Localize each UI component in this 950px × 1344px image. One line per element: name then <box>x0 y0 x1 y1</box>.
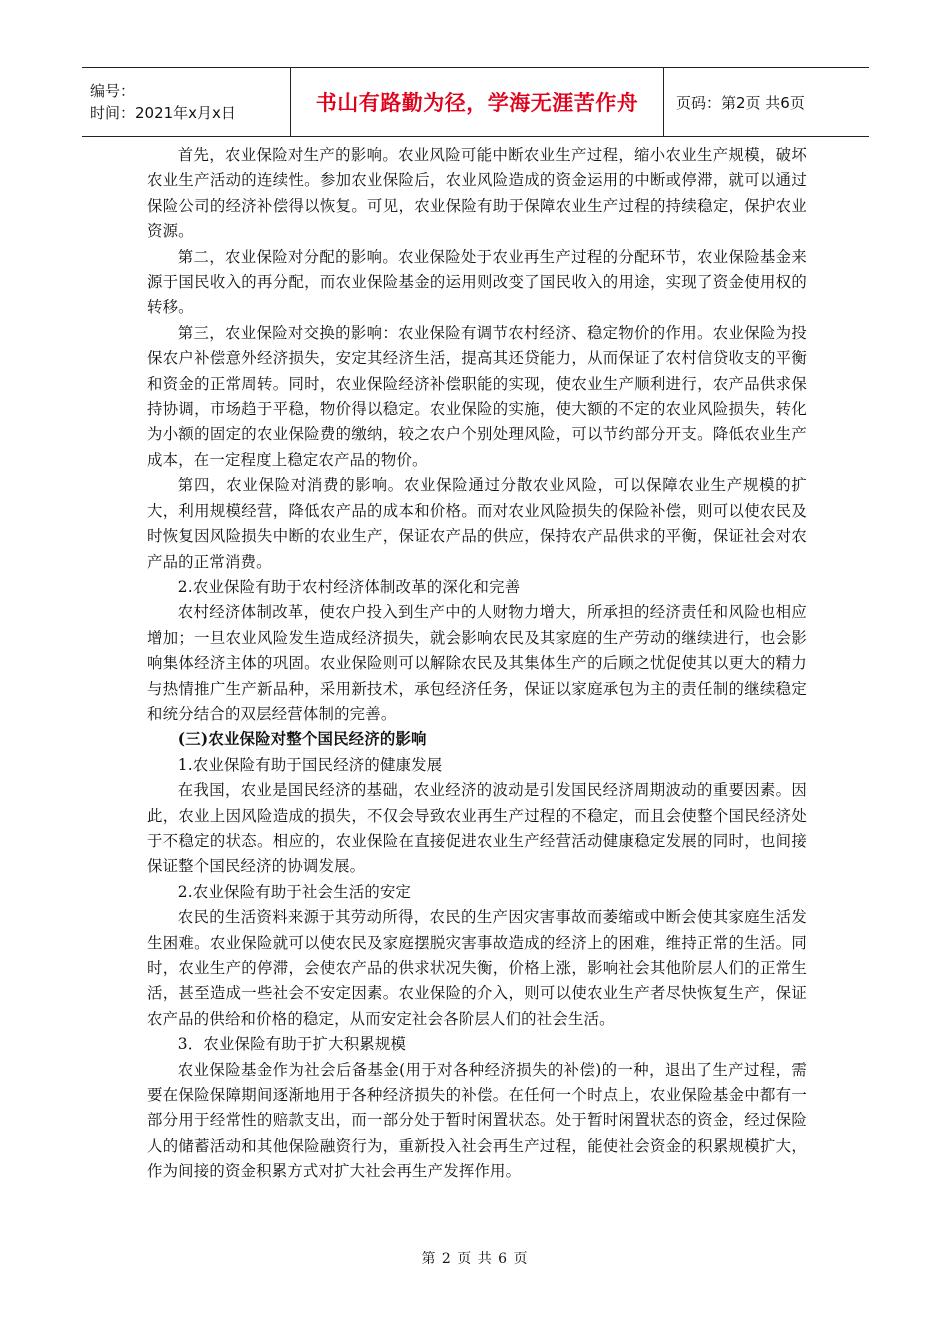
document-time-label: 时间：2021年x月x日 <box>90 104 236 122</box>
section-heading: (三)农业保险对整个国民经济的影响 <box>177 730 427 749</box>
subsection-heading: 3．农业保险有助于扩大积累规模 <box>177 1035 407 1054</box>
paragraph: 农业保险基金作为社会后备基金(用于对各种经济损失的补偿)的一种，退出了生产过程，需要在保险保障期间逐渐地用于各种经济损失的补偿。在任何一个时点上，农业保险基金中都有一部分用于经常性的赔款支出，而一部分处于暂时闲置状态。处于暂时闲置状态的资金，经过保险人的储蓄活动和其他保险融资行为，重新投入社会再生产过程，能使社会资金的积累规模扩大，作为间接的资金积累方式对扩大社会再生产发挥作用。 <box>147 1060 807 1181</box>
subsection-heading: 1.农业保险有助于国民经济的健康发展 <box>177 755 443 774</box>
paragraph: 第二，农业保险对分配的影响。农业保险处于农业再生产过程的分配环节，农业保险基金来源于国民收入的再分配，而农业保险基金的运用则改变了国民收入的用途，实现了资金使用权的转移。 <box>147 247 807 317</box>
paragraph: 第三，农业保险对交换的影响：农业保险有调节农村经济、稳定物价的作用。农业保险为投保农户补偿意外经济损失，安定其经济生活，提高其还贷能力，从而保证了农村信贷收支的平衡和资金的正常周转。同时，农业保险经济补偿职能的实现，使农业生产顺利进行，农产品供求保持协调，市场趋于平稳，物价得以稳定。农业保险的实施，使大额的不定的农业风险损失，转化为小额的固定的农业保险费的缴纳，较之农户个别处理风险，可以节约部分开支。降低农业生产成本，在一定程度上稳定农产品的物价。 <box>147 323 807 469</box>
paragraph: 第四，农业保险对消费的影响。农业保险通过分散农业风险，可以保障农业生产规模的扩大，利用规模经营，降低农产品的成本和价格。而对农业风险损失的保险补偿，则可以使农民及时恢复因风险损失中断的农业生产，保证农产品的供应，保持农产品供求的平衡，保证社会对农产品的正常消费。 <box>147 476 807 571</box>
document-number-label: 编号： <box>90 82 136 100</box>
subsection-heading: 2.农业保险有助于农村经济体制改革的深化和完善 <box>177 577 521 596</box>
footer-page-number: 第 2 页 共 6 页 <box>421 1251 529 1267</box>
subsection-heading: 2.农业保险有助于社会生活的安定 <box>177 882 412 901</box>
paragraph: 农村经济体制改革，使农户投入到生产中的人财物力增大，所承担的经济责任和风险也相应增加；一旦农业风险发生造成经济损失，就会影响农民及其家庭的生产劳动的继续进行，也会影响集体经济主体的巩固。农业保险则可以解除农民及其集体生产的后顾之忧促使其以更大的精力与热情推广生产新品种，采用新技术，承包经济任务，保证以家庭承包为主的责任制的继续稳定和统分结合的双层经营体制的完善。 <box>147 603 807 723</box>
page-header <box>82 67 869 137</box>
paragraph: 农民的生活资料来源于其劳动所得，农民的生产因灾害事故而萎缩或中断会使其家庭生活发生困难。农业保险就可以使农民及家庭摆脱灾害事故造成的经济上的困难，维持正常的生活。同时，农业生产的停滞，会使农产品的供求状况失衡，价格上涨，影响社会其他阶层人们的正常生活，甚至造成一些社会不安定因素。农业保险的介入，则可以使农业生产者尽快恢复生产，保证农产品的供给和价格的稳定，从而安定社会各阶层人们的社会生活。 <box>147 908 807 1028</box>
header-meta <box>82 68 290 136</box>
page-footer <box>0 1248 950 1268</box>
header-motto <box>290 68 664 136</box>
header-page-info <box>664 68 869 136</box>
motto-text: 书山有路勤为径，学海无涯苦作舟 <box>315 91 639 115</box>
document-body <box>147 143 807 1185</box>
header-page-label: 页码：第2页 共6页 <box>676 93 805 112</box>
paragraph: 在我国，农业是国民经济的基础，农业经济的波动是引发国民经济周期波动的重要因素。因此，农业上因风险造成的损失，不仅会导致农业再生产过程的不稳定，而且会使整个国民经济处于不稳定的状态。相应的，农业保险在直接促进农业生产经营活动健康稳定发展的同时，也间接保证整个国民经济的协调发展。 <box>147 781 807 876</box>
paragraph: 首先，农业保险对生产的影响。农业风险可能中断农业生产过程，缩小农业生产规模，破坏农业生产活动的连续性。参加农业保险后，农业风险造成的资金运用的中断或停滞，就可以通过保险公司的经济补偿得以恢复。可见，农业保险有助于保障农业生产过程的持续稳定，保护农业资源。 <box>147 146 807 241</box>
